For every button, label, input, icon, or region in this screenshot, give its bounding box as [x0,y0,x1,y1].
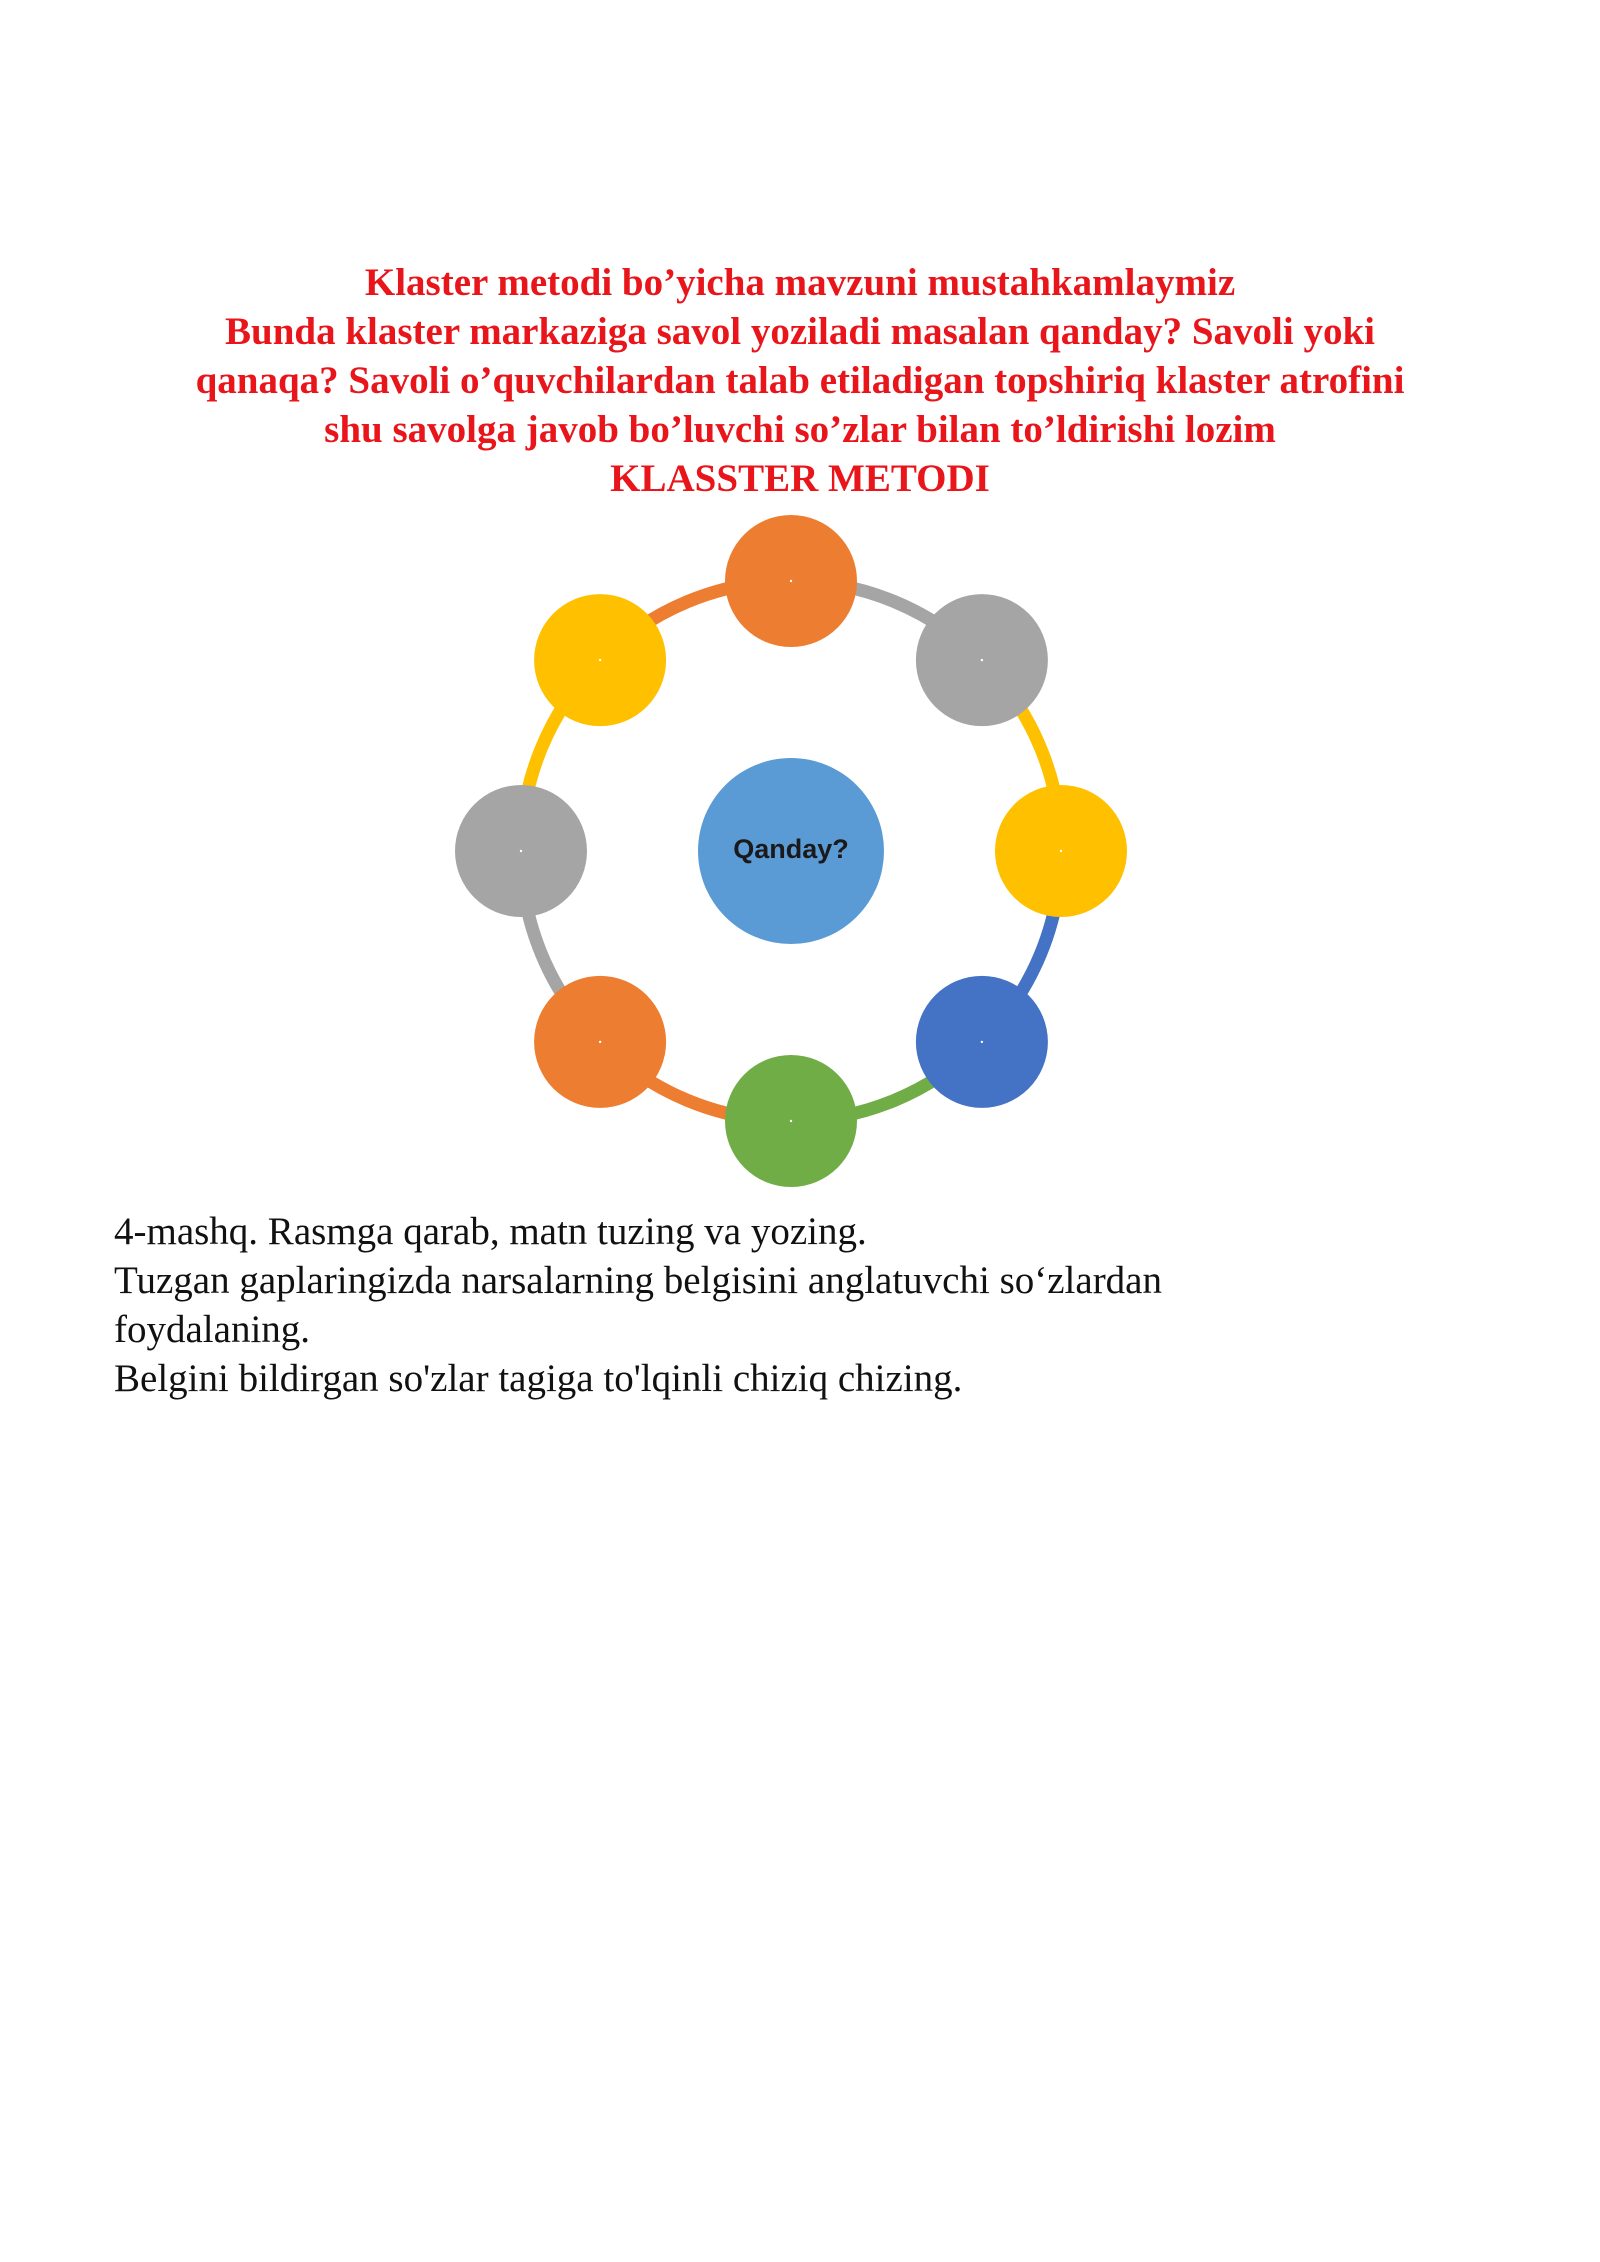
exercise-block [114,1207,1494,1403]
heading-line-5: KLASSTER METODI [610,457,990,500]
heading-block [0,258,1600,503]
cluster-node-dot [981,659,983,661]
cluster-node-dot [790,1120,792,1122]
heading-line-2: Bunda klaster markaziga savol yoziladi masalan qanday? Savoli yoki [225,310,1375,353]
heading-line-1: Klaster metodi bo’yicha mavzuni mustahkamlaymiz [364,261,1236,304]
heading-line-4: shu savolga javob bo’luvchi so’zlar bilan to’ldirishi lozim [324,408,1276,451]
cluster-node-dot [790,580,792,582]
exercise-line-3: foydalaning. [114,1308,311,1351]
cluster-node-dot [599,1041,601,1043]
cluster-node-dot [981,1041,983,1043]
exercise-line-4: Belgini bildirgan so'zlar tagiga to'lqinli chiziq chizing. [114,1357,963,1400]
exercise-line-1: 4-mashq. Rasmga qarab, matn tuzing va yozing. [114,1210,867,1253]
exercise-line-2: Tuzgan gaplaringizda narsalarning belgisini anglatuvchi so‘zlardan [114,1259,1162,1302]
cluster-node-dot [1060,850,1062,852]
heading-line-3: qanaqa? Savoli o’quvchilardan talab etiladigan topshiriq klaster atrofini [195,359,1405,402]
cluster-node-dot [599,659,601,661]
cluster-node-dot [520,850,522,852]
cluster-diagram [440,510,1160,1210]
center-label: Qanday? [733,834,849,865]
